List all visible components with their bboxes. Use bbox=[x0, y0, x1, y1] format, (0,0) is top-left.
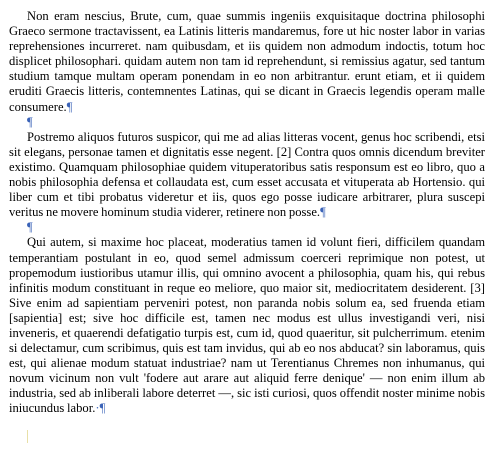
empty-paragraph-2[interactable] bbox=[9, 220, 485, 235]
pilcrow-mark: ¶ bbox=[66, 99, 73, 114]
pilcrow-mark: ¶ bbox=[27, 220, 33, 235]
paragraph-1-text: Non eram nescius, Brute, cum, quae summis ingeniis exquisitaque doctrina philosophi Graeco sermone tractavissent, ea Latinis litteris mandaremus, fore ut hic noster labor in varias reprehensiones incurreret. nam quibusdam, et iis quidem non admodum indoctis, totum hoc displicet philosophari. quidam autem non tam id reprehendunt, si remissius agatur, sed tantum studium tamque multam operam ponendam in eo non arbitrantur. erunt etiam, et ii quidem eruditi Graecis litteris, contemnentes Latinas, qui se dicant in Graecis legendis operam malle consumere. bbox=[9, 9, 485, 114]
text-cursor bbox=[27, 430, 28, 443]
paragraph-3-text: Qui autem, si maxime hoc placeat, moderatius tamen id volunt fieri, difficilem quandam temperantiam postulant in eo, quod semel admissum coerceri reprimique non potest, ut propemodum iustioribus utamur illis, qui omnino avocent a philosophia, quam his, qui rebus infinitis modum constituant in reque eo meliore, quo maior sit, mediocritatem desiderent. [3] Sive enim ad sapientiam perveniri potest, non paranda nobis solum ea, sed fruenda etiam [sapientia] est; sive hoc difficile est, tamen nec modus est ullus investigandi veri, nisi inveneris, et quaerendi defatigatio turpis est, cum id, quod quaeritur, sit pulcherrimum. etenim si delectamur, cum scribimus, quis est tam invidus, qui ab eo nos abducat? sin laboramus, quis est, qui alienae modum statuat industriae? nam ut Terentianus Chremes non inhumanus, qui novum vicinum non vult 'fodere aut arare aut aliquid ferre denique' — non enim illum ab industria, sed ab inliberali labore deterret —, sic isti curiosi, quos offendit noster minime nobis iniucundus labor. bbox=[9, 235, 485, 416]
paragraph-1[interactable] bbox=[9, 9, 485, 115]
empty-paragraph-1[interactable] bbox=[9, 115, 485, 130]
pilcrow-mark: ¶ bbox=[99, 401, 106, 416]
paragraph-3[interactable] bbox=[9, 235, 485, 416]
paragraph-2[interactable] bbox=[9, 130, 485, 221]
paragraph-2-text: Postremo aliquos futuros suspicor, qui me ad alias litteras vocent, genus hoc scribendi, etsi sit elegans, personae tamen et dignitatis esse negent. [2] Contra quos omnis dicendum breviter existimo. Quamquam philosophiae quidem vituperatoribus satis responsum est eo libro, quo a nobis philosophia defensa et collaudata est, cum esset accusata et vituperata ab Hortensio. qui liber cum et tibi probatus videretur et iis, quos ego posse iudicare arbitrarer, plura suscepi veritus ne movere hominum studia viderer, retinere non posse. bbox=[9, 129, 485, 220]
space-marker: · bbox=[95, 401, 100, 416]
pilcrow-mark: ¶ bbox=[27, 114, 33, 129]
pilcrow-mark: ¶ bbox=[320, 205, 326, 220]
document-page[interactable] bbox=[9, 9, 485, 417]
